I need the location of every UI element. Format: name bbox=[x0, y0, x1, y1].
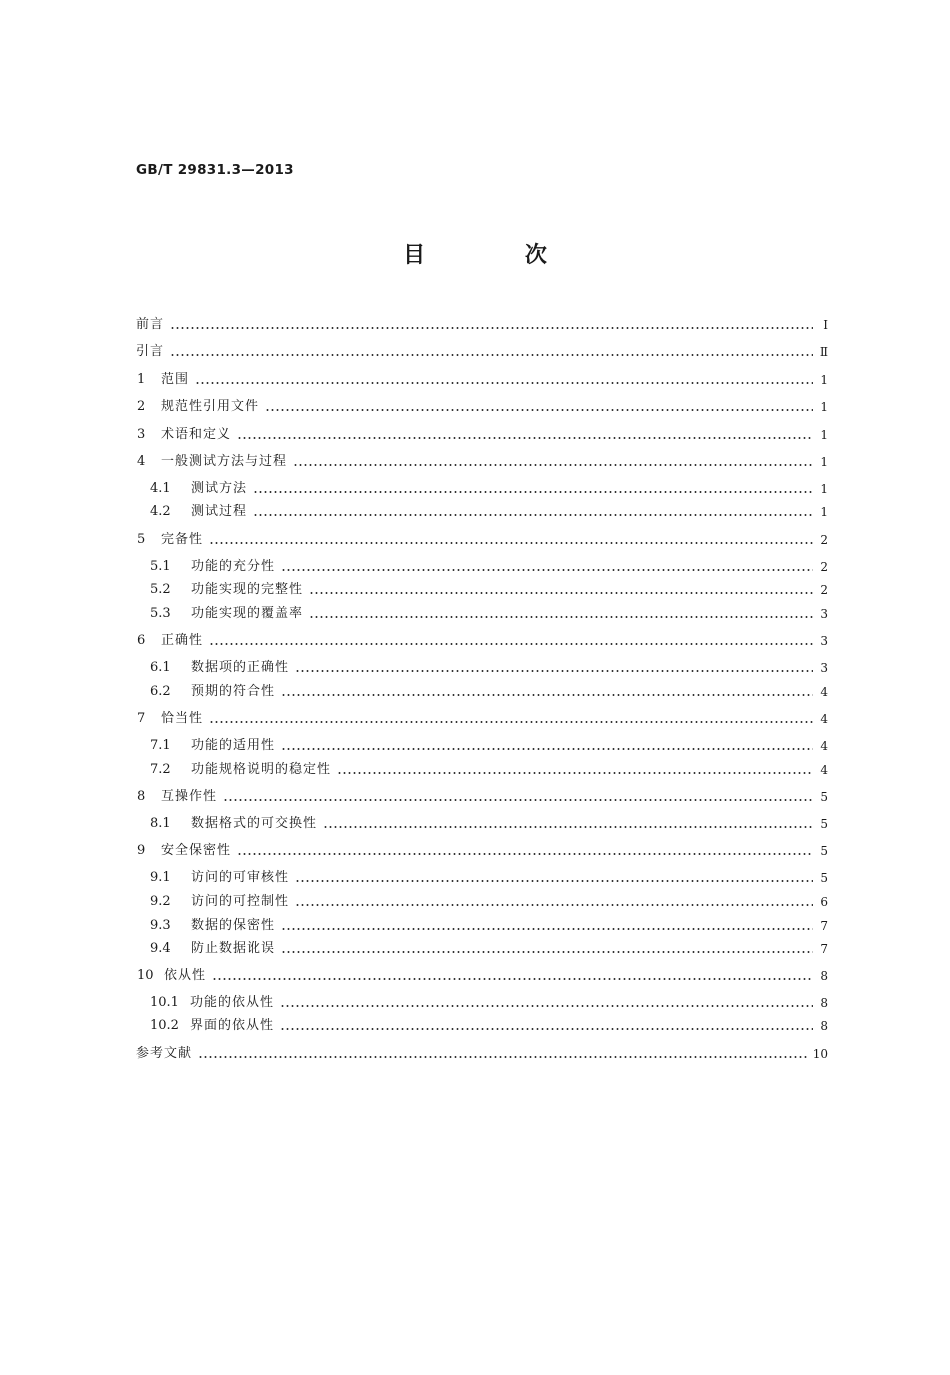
toc-entry-page: 8 bbox=[820, 969, 828, 983]
toc-entry-number: 10.2 bbox=[150, 1018, 179, 1033]
toc-entry-label: 功能实现的完整性 bbox=[191, 582, 304, 597]
toc-entry-page: 5 bbox=[820, 790, 828, 804]
toc-entry[interactable] bbox=[136, 1044, 828, 1062]
toc-entry[interactable] bbox=[150, 916, 828, 934]
toc-entry-number: 5.2 bbox=[150, 582, 171, 597]
toc-entry-label: 术语和定义 bbox=[161, 427, 232, 442]
toc-entry-number: 1 bbox=[137, 372, 146, 387]
toc-entry-label: 前言 bbox=[136, 317, 165, 332]
toc-entry-label: 引言 bbox=[136, 344, 165, 359]
toc-entry-number: 8 bbox=[137, 789, 146, 804]
toc-entry-page: 2 bbox=[820, 533, 828, 547]
toc-leader-dots bbox=[281, 748, 813, 750]
toc-leader-dots bbox=[209, 721, 813, 723]
toc-entry-page: 8 bbox=[820, 996, 828, 1010]
toc-leader-dots bbox=[198, 1056, 808, 1058]
toc-entry-number: 7.2 bbox=[150, 762, 171, 777]
toc-entry[interactable] bbox=[136, 342, 828, 360]
toc-leader-dots bbox=[295, 904, 813, 906]
toc-entry[interactable] bbox=[150, 502, 828, 520]
toc-entry-label: 数据的保密性 bbox=[191, 918, 276, 933]
toc-leader-dots bbox=[337, 772, 813, 774]
toc-entry-label: 功能的适用性 bbox=[191, 738, 276, 753]
toc-entry-page: 3 bbox=[820, 661, 828, 675]
toc-entry-page: 1 bbox=[820, 482, 828, 496]
toc-entry[interactable] bbox=[150, 939, 828, 957]
toc-entry-label: 正确性 bbox=[161, 633, 204, 648]
toc-leader-dots bbox=[281, 694, 813, 696]
toc-leader-dots bbox=[253, 514, 813, 516]
toc-leader-dots bbox=[195, 382, 813, 384]
toc-title: 目 次 bbox=[403, 242, 593, 268]
toc-entry-page: 1 bbox=[820, 505, 828, 519]
toc-entry[interactable] bbox=[137, 787, 828, 805]
toc-entry-label: 恰当性 bbox=[161, 711, 204, 726]
toc-entry-label: 互操作性 bbox=[161, 789, 218, 804]
toc-leader-dots bbox=[253, 491, 813, 493]
toc-entry-label: 数据格式的可交换性 bbox=[191, 816, 318, 831]
toc-entry-label: 完备性 bbox=[161, 532, 204, 547]
toc-leader-dots bbox=[281, 569, 813, 571]
toc-entry[interactable] bbox=[137, 841, 828, 859]
toc-leader-dots bbox=[170, 354, 813, 356]
toc-entry-number: 4 bbox=[137, 454, 146, 469]
toc-entry-page: 8 bbox=[820, 1019, 828, 1033]
toc-entry[interactable] bbox=[150, 760, 828, 778]
toc-leader-dots bbox=[265, 409, 813, 411]
toc-entry-label: 界面的依从性 bbox=[190, 1018, 275, 1033]
toc-leader-dots bbox=[237, 437, 813, 439]
toc-entry-label: 测试过程 bbox=[191, 504, 248, 519]
toc-leader-dots bbox=[309, 592, 813, 594]
toc-entry-label: 功能实现的覆盖率 bbox=[191, 606, 304, 621]
toc-entry-number: 10 bbox=[137, 968, 154, 983]
toc-entry-number: 9.3 bbox=[150, 918, 171, 933]
toc-leader-dots bbox=[280, 1005, 813, 1007]
toc-leader-dots bbox=[209, 643, 813, 645]
toc-entry[interactable] bbox=[150, 868, 828, 886]
toc-entry[interactable] bbox=[136, 315, 828, 333]
toc-entry[interactable] bbox=[150, 557, 828, 575]
toc-entry-label: 一般测试方法与过程 bbox=[161, 454, 288, 469]
toc-leader-dots bbox=[281, 928, 813, 930]
toc-entry-label: 预期的符合性 bbox=[191, 684, 276, 699]
toc-entry-label: 防止数据讹误 bbox=[191, 941, 276, 956]
toc-entry-label: 数据项的正确性 bbox=[191, 660, 290, 675]
toc-entry-page: 3 bbox=[820, 634, 828, 648]
toc-entry-number: 6 bbox=[137, 633, 146, 648]
toc-entry-page: Ⅱ bbox=[819, 345, 828, 359]
toc-entry-page: 4 bbox=[820, 739, 828, 753]
toc-entry[interactable] bbox=[137, 397, 828, 415]
toc-entry-page: 2 bbox=[820, 560, 828, 574]
toc-entry[interactable] bbox=[150, 604, 828, 622]
toc-entry[interactable] bbox=[150, 682, 828, 700]
toc-entry-label: 依从性 bbox=[164, 968, 207, 983]
toc-entry-page: Ⅰ bbox=[823, 318, 828, 332]
toc-entry-page: 1 bbox=[820, 400, 828, 414]
toc-leader-dots bbox=[281, 951, 813, 953]
toc-leader-dots bbox=[212, 978, 813, 980]
toc-leader-dots bbox=[323, 826, 813, 828]
toc-entry-number: 9.4 bbox=[150, 941, 171, 956]
toc-leader-dots bbox=[295, 670, 813, 672]
toc-leader-dots bbox=[309, 616, 813, 618]
toc-entry-number: 9.1 bbox=[150, 870, 171, 885]
toc-entry[interactable] bbox=[137, 452, 828, 470]
toc-entry-number: 6.1 bbox=[150, 660, 171, 675]
toc-entry[interactable] bbox=[150, 658, 828, 676]
toc-entry-number: 5.3 bbox=[150, 606, 171, 621]
toc-leader-dots bbox=[280, 1028, 813, 1030]
toc-entry-page: 4 bbox=[820, 685, 828, 699]
toc-leader-dots bbox=[170, 327, 813, 329]
toc-entry[interactable] bbox=[137, 709, 828, 727]
toc-entry[interactable] bbox=[137, 631, 828, 649]
standard-number: GB/T 29831.3—2013 bbox=[136, 162, 294, 178]
toc-entry-number: 5 bbox=[137, 532, 146, 547]
toc-entry-label: 功能规格说明的稳定性 bbox=[191, 762, 332, 777]
toc-entry[interactable] bbox=[150, 892, 828, 910]
toc-entry[interactable] bbox=[137, 370, 828, 388]
toc-entry-label: 范围 bbox=[161, 372, 190, 387]
toc-entry[interactable] bbox=[150, 479, 828, 497]
toc-entry-page: 1 bbox=[820, 373, 828, 387]
toc-entry-number: 10.1 bbox=[150, 995, 179, 1010]
toc-leader-dots bbox=[293, 464, 813, 466]
toc-entry-page: 5 bbox=[820, 871, 828, 885]
toc-entry-label: 安全保密性 bbox=[161, 843, 232, 858]
toc-entry-number: 4.1 bbox=[150, 481, 171, 496]
toc-entry-page: 6 bbox=[820, 895, 828, 909]
toc-entry-label: 功能的充分性 bbox=[191, 559, 276, 574]
toc-leader-dots bbox=[237, 853, 813, 855]
toc-entry-page: 4 bbox=[820, 763, 828, 777]
toc-entry-label: 参考文献 bbox=[136, 1046, 193, 1061]
toc-entry-label: 功能的依从性 bbox=[190, 995, 275, 1010]
toc-entry-page: 3 bbox=[820, 607, 828, 621]
toc-entry-label: 规范性引用文件 bbox=[161, 399, 260, 414]
toc-entry-page: 10 bbox=[812, 1047, 828, 1061]
toc-entry[interactable] bbox=[150, 993, 828, 1011]
toc-entry-page: 4 bbox=[820, 712, 828, 726]
toc-entry-page: 7 bbox=[820, 919, 828, 933]
toc-entry-number: 8.1 bbox=[150, 816, 171, 831]
toc-entry-number: 9.2 bbox=[150, 894, 171, 909]
toc-entry[interactable] bbox=[150, 580, 828, 598]
toc-entry[interactable] bbox=[150, 814, 828, 832]
toc-leader-dots bbox=[209, 542, 813, 544]
toc-entry-page: 1 bbox=[820, 428, 828, 442]
toc-entry[interactable] bbox=[137, 425, 828, 443]
toc-leader-dots bbox=[295, 880, 813, 882]
toc-entry-number: 7.1 bbox=[150, 738, 171, 753]
toc-entry-number: 3 bbox=[137, 427, 146, 442]
toc-entry-page: 1 bbox=[820, 455, 828, 469]
toc-entry-page: 5 bbox=[820, 844, 828, 858]
toc-entry-number: 5.1 bbox=[150, 559, 171, 574]
toc-entry[interactable] bbox=[137, 530, 828, 548]
toc-entry-number: 4.2 bbox=[150, 504, 171, 519]
toc-entry[interactable] bbox=[137, 966, 828, 984]
toc-entry-page: 2 bbox=[820, 583, 828, 597]
toc-entry-label: 访问的可控制性 bbox=[191, 894, 290, 909]
toc-entry-label: 测试方法 bbox=[191, 481, 248, 496]
toc-leader-dots bbox=[223, 799, 813, 801]
toc-entry[interactable] bbox=[150, 1016, 828, 1034]
toc-entry[interactable] bbox=[150, 736, 828, 754]
toc-entry-number: 7 bbox=[137, 711, 146, 726]
toc-entry-page: 7 bbox=[820, 942, 828, 956]
toc-entry-number: 6.2 bbox=[150, 684, 171, 699]
toc-entry-number: 9 bbox=[137, 843, 146, 858]
toc-entry-page: 5 bbox=[820, 817, 828, 831]
toc-entry-number: 2 bbox=[137, 399, 146, 414]
toc-entry-label: 访问的可审核性 bbox=[191, 870, 290, 885]
